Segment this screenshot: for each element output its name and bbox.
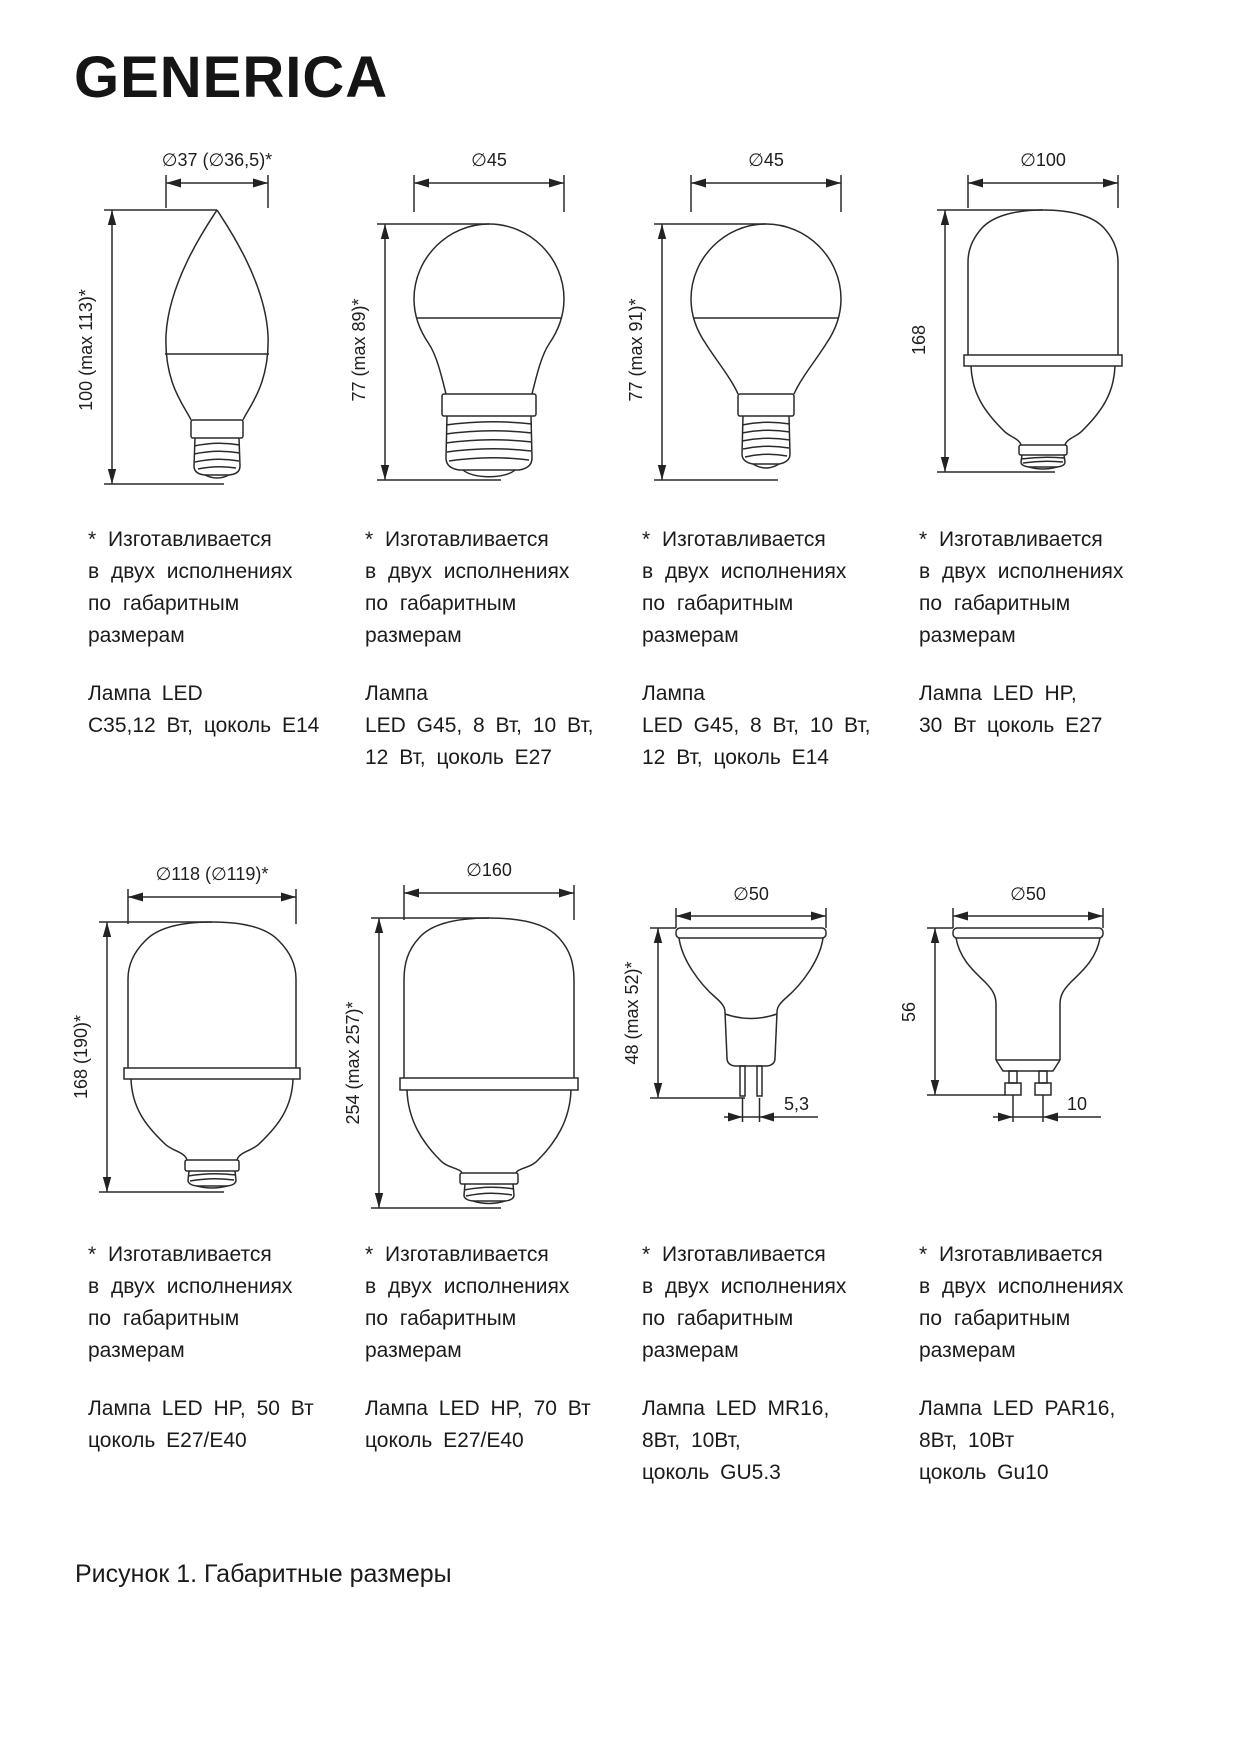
lamp-cell-c35-e14 [62,150,339,774]
footnote [88,524,339,652]
width-dim-label: ∅50 [1010,884,1046,904]
lamp-label [642,678,893,774]
lamp-label-line: Лампа LED [88,682,203,705]
height-dim-label: 56 [899,1001,919,1023]
footnote-line: * Изготавливается [365,528,549,551]
lamp-cell-g45-e27 [339,150,616,774]
footnote-line: * Изготавливается [642,528,826,551]
lamp-label [919,1393,1170,1489]
footnote-line: * Изготавливается [365,1243,549,1266]
brand-logo: GENERICA [74,45,389,110]
lamp-cell-hp-50 [62,860,339,1489]
lamp-label-line: 8Вт, 10Вт [919,1429,1015,1452]
lamp-drawing-g45-e27 [339,150,609,500]
footnote [365,524,616,652]
footnote-line: в двух исполнениях [642,1275,847,1298]
lamp-drawing-hp-30 [893,150,1163,500]
lamp-cell-mr16 [616,860,893,1489]
lamp-label [88,678,339,742]
lamp-label-line: Лампа LED HP, [919,682,1077,705]
lamp-label-line: цоколь E27/E40 [88,1429,247,1452]
footnote-line: размерам [365,624,462,647]
footnote [642,524,893,652]
lamp-label-line: цоколь GU5.3 [642,1461,781,1484]
width-dim-label: ∅37 (∅36,5)* [161,150,273,170]
footnote-line: * Изготавливается [88,528,272,551]
footnote-line: в двух исполнениях [919,560,1124,583]
lamp-label-line: Лампа LED HP, 50 Вт [88,1397,314,1420]
height-dim-label: 168 [909,324,929,356]
lamp-label-line: 12 Вт, цоколь E14 [642,746,829,769]
lamp-drawing-hp-50 [62,860,332,1215]
footnote-line: по габаритным [365,1307,517,1330]
footnote-line: по габаритным [919,1307,1071,1330]
lamp-label [365,1393,616,1457]
footnote-line: по габаритным [642,592,794,615]
lamp-cell-g45-e14 [616,150,893,774]
height-dim-label: 168 (190)* [71,1014,91,1100]
lamp-label-line: Лампа [365,682,428,705]
footnote-line: в двух исполнениях [919,1275,1124,1298]
footnote-line: в двух исполнениях [88,560,293,583]
footnote-line: по габаритным [88,1307,240,1330]
footnote-line: размерам [88,1339,185,1362]
footnote-line: размерам [88,624,185,647]
lamp-cell-par16 [893,860,1170,1489]
footnote [88,1239,339,1367]
lamp-label-line: 8Вт, 10Вт, [642,1429,741,1452]
width-dim-label: ∅118 (∅119)* [155,864,269,884]
footnote-line: * Изготавливается [919,1243,1103,1266]
footnote [919,524,1170,652]
footnote-line: в двух исполнениях [365,560,570,583]
width-dim-label: ∅100 [1020,150,1066,170]
lamp-drawing-mr16 [616,860,886,1215]
figure-grid [62,150,1170,1489]
pin-dim-label: 5,3 [784,1094,810,1114]
lamp-label-line: LED G45, 8 Вт, 10 Вт, [642,714,871,737]
footnote-line: в двух исполнениях [365,1275,570,1298]
footnote-line: размерам [642,624,739,647]
footnote-line: по габаритным [88,592,240,615]
footnote-line: размерам [642,1339,739,1362]
footnote-line: размерам [365,1339,462,1362]
lamp-drawing-c35-e14 [62,150,332,500]
footnote-line: в двух исполнениях [642,560,847,583]
footnote-line: по габаритным [919,592,1071,615]
pin-dim-label: 10 [1067,1094,1088,1114]
footnote-line: размерам [919,624,1016,647]
footnote-line: в двух исполнениях [88,1275,293,1298]
width-dim-label: ∅160 [466,860,512,880]
lamp-label-line: 12 Вт, цоколь E27 [365,746,552,769]
footnote-line: по габаритным [365,592,517,615]
lamp-label-line: Лампа [642,682,705,705]
lamp-label-line: цоколь Gu10 [919,1461,1049,1484]
lamp-label-line: Лампа LED HP, 70 Вт [365,1397,591,1420]
footnote [919,1239,1170,1367]
height-dim-label: 77 (max 89)* [349,298,369,402]
footnote [642,1239,893,1367]
footnote [365,1239,616,1367]
footnote-line: * Изготавливается [642,1243,826,1266]
height-dim-label: 254 (max 257)* [343,1001,363,1125]
width-dim-label: ∅50 [733,884,769,904]
lamp-label-line: C35,12 Вт, цоколь E14 [88,714,320,737]
lamp-label-line: LED G45, 8 Вт, 10 Вт, [365,714,594,737]
lamp-label-line: Лампа LED MR16, [642,1397,830,1420]
footnote-line: * Изготавливается [919,528,1103,551]
height-dim-label: 100 (max 113)* [76,289,96,411]
lamp-drawing-par16 [893,860,1163,1215]
lamp-drawing-g45-e14 [616,150,886,500]
width-dim-label: ∅45 [748,150,784,170]
lamp-label-line: цоколь E27/E40 [365,1429,524,1452]
lamp-drawing-hp-70 [339,860,609,1215]
height-dim-label: 48 (max 52)* [622,961,642,1065]
lamp-label [88,1393,339,1457]
lamp-label-line: Лампа LED PAR16, [919,1397,1116,1420]
height-dim-label: 77 (max 91)* [626,298,646,402]
footnote-line: размерам [919,1339,1016,1362]
footnote-line: по габаритным [642,1307,794,1330]
figure-caption: Рисунок 1. Габаритные размеры [75,1560,452,1588]
width-dim-label: ∅45 [471,150,507,170]
lamp-cell-hp-30 [893,150,1170,774]
lamp-cell-hp-70 [339,860,616,1489]
lamp-label-line: 30 Вт цоколь E27 [919,714,1103,737]
lamp-label [642,1393,893,1489]
footnote-line: * Изготавливается [88,1243,272,1266]
lamp-label [365,678,616,774]
lamp-label [919,678,1170,742]
